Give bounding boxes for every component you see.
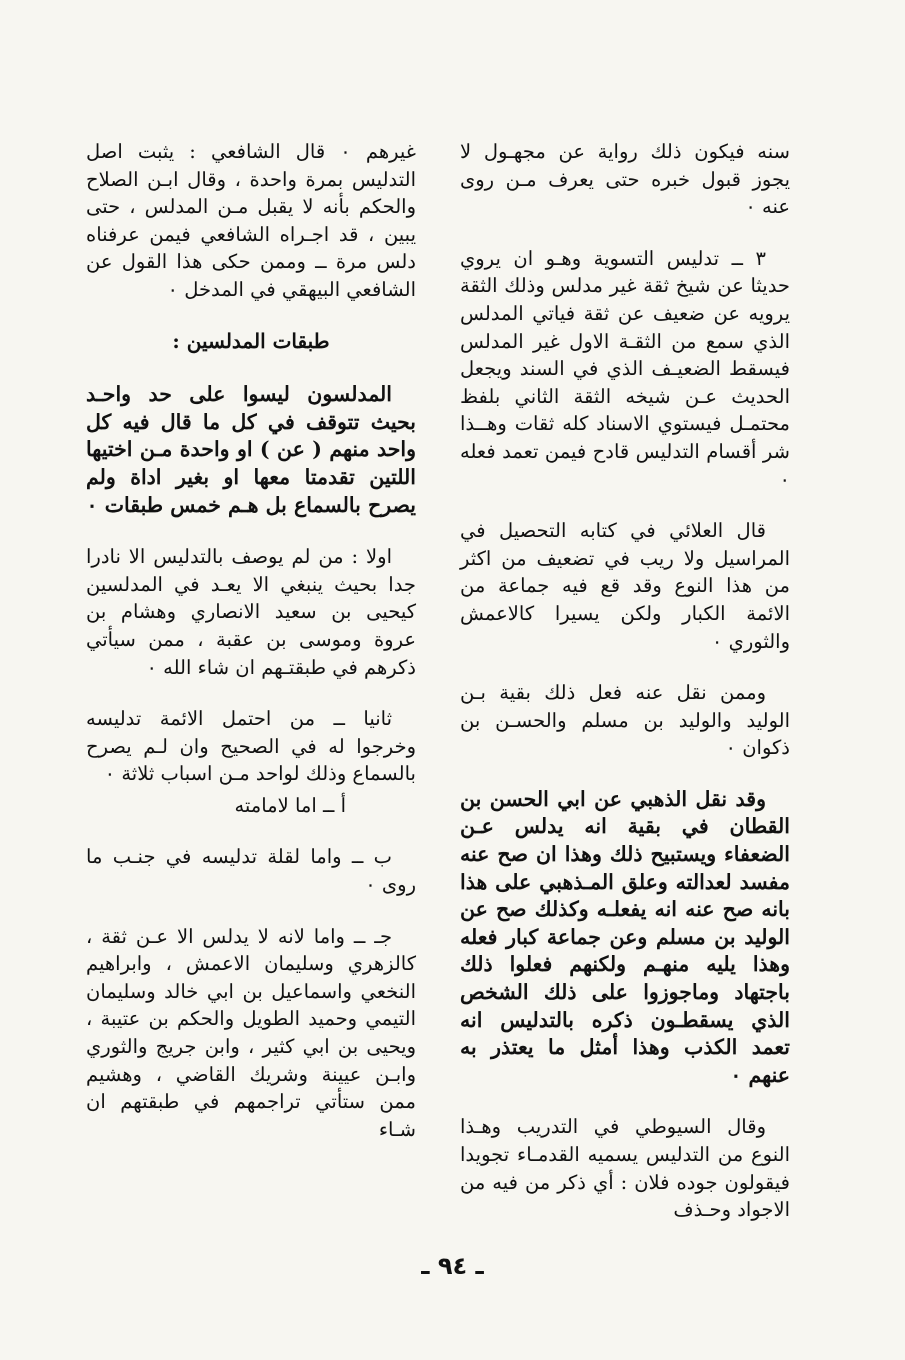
- paragraph: ٣ ــ تدليس التسوية وهـو ان يروي حديثا عن شيخ ثقة غير مدلس وذلك الثقة يرويه عن ضعيف عن ثقة فياتي المدلس الذي سمع من الثقـة الاول غير المدلس فيسقط الضعيـف الذي في السند ويجعل الحديث عـن شيخه الثقة الثاني بلفظ محتمـل فيستوي الاسناد كله ثقات وهــذا شر أقسام التدليس قادح فيمن تعمد فعله ٠: [460, 246, 790, 491]
- paragraph: سنه فيكون ذلك رواية عن مجهـول لا يجوز قبول خبره حتى يعرف مـن روى عنه ٠: [460, 140, 790, 219]
- right-column: [460, 138, 790, 1248]
- left-column: [86, 138, 416, 1167]
- bold-paragraph: المدلسون ليسوا على حد واحـد بحيث تتوقف في كل ما قال فيه كل واحد منهم ( عن ) او واحدة مـن اختيها اللتين تقدمتا معها او بغير اداة ولم يصرح بالسماع بل هـم خمس طبقات ٠: [86, 382, 416, 517]
- bold-paragraph: وقد نقل الذهبي عن ابي الحسن بن القطان في بقية انه يدلس عـن الضعفاء ويستبيح ذلك وهذا ان صح عنه مفسد لعدالته وعلق المـذهبي على هذا بانه صح عنه انه يفعلـه وكذلك صح عن الوليد بن مسلم وعن جماعة كبار فعله وهذا يليه منهـم ولكنهم فعلوا ذلك باجتهاد وماجوزوا على ذلك الشخص الذي يسقطـون ذكره بالتدليس انه تعمد الكذب وهذا أمثل ما يعتذر به عنهم ٠: [460, 786, 790, 1087]
- paragraph: غيرهم ٠ قال الشافعي : يثبت اصل التدليس بمرة واحدة ، وقال ابـن الصلاح والحكم بأنه لا يقبل مـن المدلس ، حتى يبين ، قد اجـراه الشافعي فيمن عرفناه دلس مرة ــ وممن حكى هذا القول عن الشافعي البيهقي في المدخل ٠: [86, 140, 416, 301]
- paragraph: قال العلائي في كتابه التحصيل في المراسيل ولا ريب في تضعيف من اكثر من هذا النوع وقد قع فيه جماعة من الائمة الكبار ولكن يسيرا كالاعمش والثوري ٠: [460, 519, 790, 653]
- paragraph: ثانيا ــ من احتمل الائمة تدليسه وخرجوا له في الصحيح وان لـم يصرح بالسماع وذلك لواحد مـن اسباب ثلاثة ٠: [86, 707, 416, 786]
- paragraph: اولا : من لم يوصف بالتدليس الا نادرا جدا بحيث ينبغي الا يعـد في المدلسين كيحيى بن سعيد الانصاري وهشام بن عروة وموسى بن عقبة ، ممن سيأتي ذكرهم في طبقتـهم ان شاء الله ٠: [86, 545, 416, 679]
- section-heading: طبقات المدلسين :: [172, 328, 330, 353]
- paragraph: وممن نقل عنه فعل ذلك بقية بـن الوليد والوليد بن مسلم والحسـن بن ذكوان ٠: [460, 681, 790, 760]
- list-item: أ ــ اما لامامته: [234, 793, 346, 817]
- page-number: ـ ٩٤ ـ: [421, 1252, 484, 1280]
- list-item: جـ ــ واما لانه لا يدلس الا عـن ثقة ، كالزهري وسليمان الاعمش ، وابراهيم النخعي واسماعيل بن ابي خالد وسليمان التيمي وحميد الطويل والحكم بن عتيبة ، ويحيى بن ابي كثير ، وابن جريج والثوري وابـن عيينة وشريك القاضي ، وهشيم ممن ستأتي تراجمهم في طبقتهم ان شـاء: [86, 924, 416, 1141]
- list-item: ب ــ واما لقلة تدليسه في جنـب ما روى ٠: [86, 845, 416, 897]
- paragraph: وقال السيوطي في التدريب وهـذا النوع من التدليس يسميه القدمـاء تجويدا فيقولون جوده فلان : أي ذكر من فيه من الاجواد وحـذف: [460, 1115, 790, 1222]
